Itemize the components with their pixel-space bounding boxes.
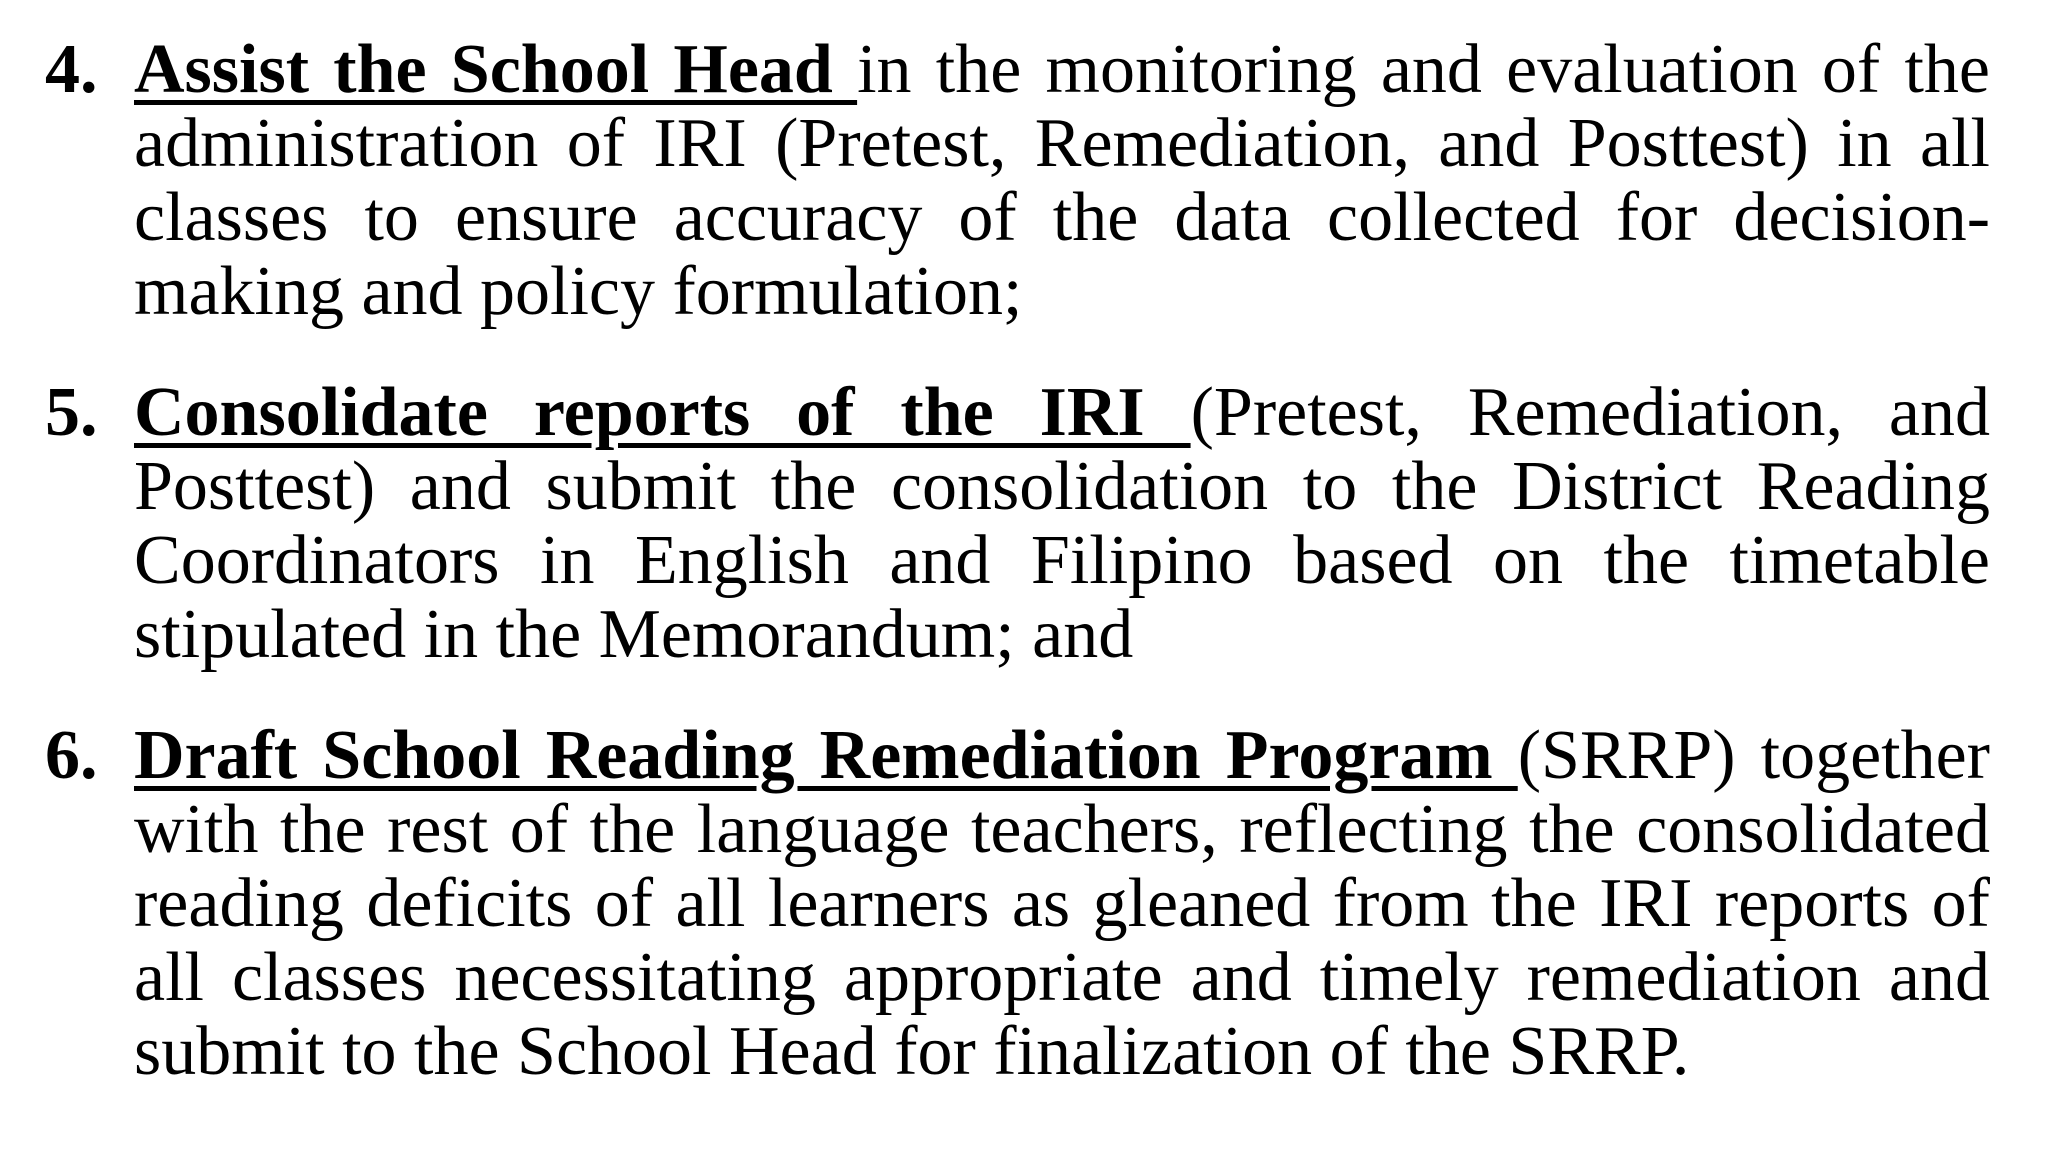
item-text: (SRRP) together with the rest of the language teachers, reflecting the consolidated reading deficits of all learners as gleaned from the IRI reports of all classes necessitating appropriate and timely remediation and submit to the School Head for finalization of the SRRP. [134,717,1990,1090]
item-heading: Consolidate reports of the IRI [134,374,1191,451]
item-number: 5. [45,374,98,451]
document-page [45,33,1990,1136]
item-heading: Assist the School Head [134,31,858,108]
item-number: 6. [45,717,98,794]
list-item-4 [45,33,1990,329]
item-number: 4. [45,31,98,108]
item-heading: Draft School Reading Remediation Program [134,717,1518,794]
item-body [134,719,1990,1089]
item-body [134,376,1990,672]
list-item-6 [45,719,1990,1089]
item-text: in the monitoring and evaluation of the administration of IRI (Pretest, Remediation, and Posttest) in all classes to ensure accuracy of the data collected for decision-making and policy formulation; [134,31,1990,330]
list-item-5 [45,376,1990,672]
item-body [134,33,1990,329]
item-text: (Pretest, Remediation, and Posttest) and submit the consolidation to the District Reading Coordinators in English and Filipino based on the timetable stipulated in the Memorandum; and [134,374,1990,673]
